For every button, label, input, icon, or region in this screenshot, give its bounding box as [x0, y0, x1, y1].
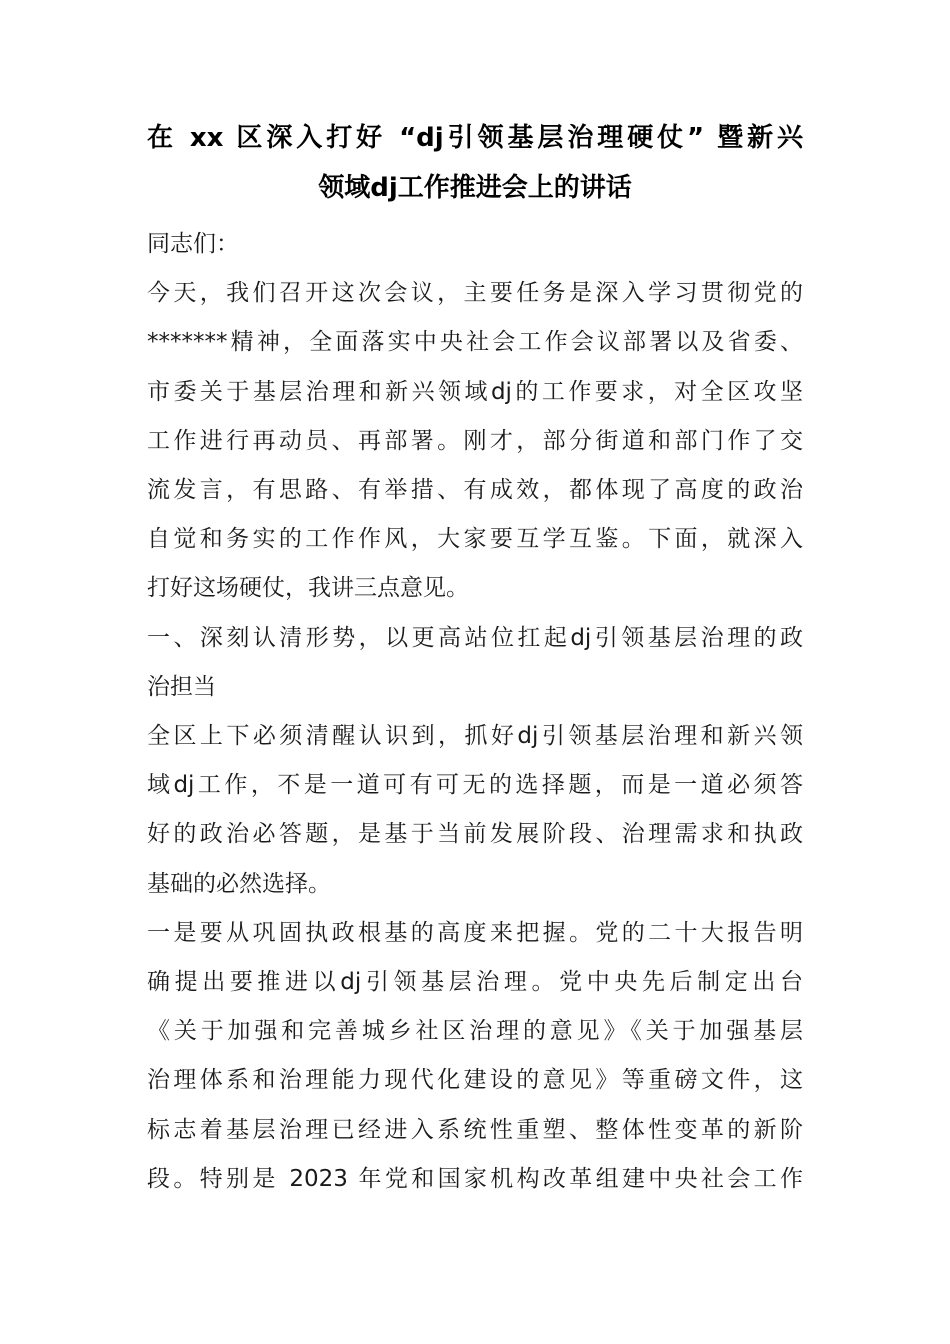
body-text-line: 工作进行再动员、再部署。刚才，部分街道和部门作了交: [147, 428, 803, 454]
body-text-line: 标志着基层治理已经进入系统性重塑、整体性变革的新阶: [147, 1117, 803, 1143]
body-text-line: 市委关于基层治理和新兴领域dj的工作要求，对全区攻坚: [147, 379, 803, 405]
body-text-line: 打好这场硬仗，我讲三点意见。: [147, 575, 469, 601]
body-text-line: 基础的必然选择。: [147, 871, 331, 897]
body-text-line: 同志们：: [147, 231, 239, 257]
body-text-line: 确提出要推进以dj引领基层治理。党中央先后制定出台: [147, 969, 803, 995]
body-text-line: 治担当: [147, 674, 216, 700]
body-text-line: 域dj工作，不是一道可有可无的选择题，而是一道必须答: [147, 772, 803, 798]
body-text-line: 自觉和务实的工作作风，大家要互学互鉴。下面，就深入: [147, 526, 803, 552]
body-text-line: 治理体系和治理能力现代化建设的意见》等重磅文件，这: [147, 1067, 803, 1093]
body-text-line: 《关于加强和完善城乡社区治理的意见》《关于加强基层: [147, 1018, 803, 1044]
body-text-line: *******精神，全面落实中央社会工作会议部署以及省委、: [147, 329, 803, 355]
body-text-line: 一、深刻认清形势，以更高站位扛起dj引领基层治理的政: [147, 625, 803, 651]
body-text-line: 一是要从巩固执政根基的高度来把握。党的二十大报告明: [147, 920, 803, 946]
document-title-line-2: 领域dj工作推进会上的讲话: [318, 173, 632, 203]
body-text-line: 流发言，有思路、有举措、有成效，都体现了高度的政治: [147, 477, 803, 503]
body-text-line: 今天，我们召开这次会议，主要任务是深入学习贯彻党的: [147, 280, 803, 306]
document-title-line-1: 在 xx 区深入打好 “dj引领基层治理硬仗” 暨新兴: [147, 123, 803, 153]
body-text-line: 段。特别是 2023 年党和国家机构改革组建中央社会工作: [147, 1166, 803, 1192]
body-text-line: 好的政治必答题，是基于当前发展阶段、治理需求和执政: [147, 821, 803, 847]
body-text-line: 全区上下必须清醒认识到，抓好dj引领基层治理和新兴领: [147, 723, 803, 749]
